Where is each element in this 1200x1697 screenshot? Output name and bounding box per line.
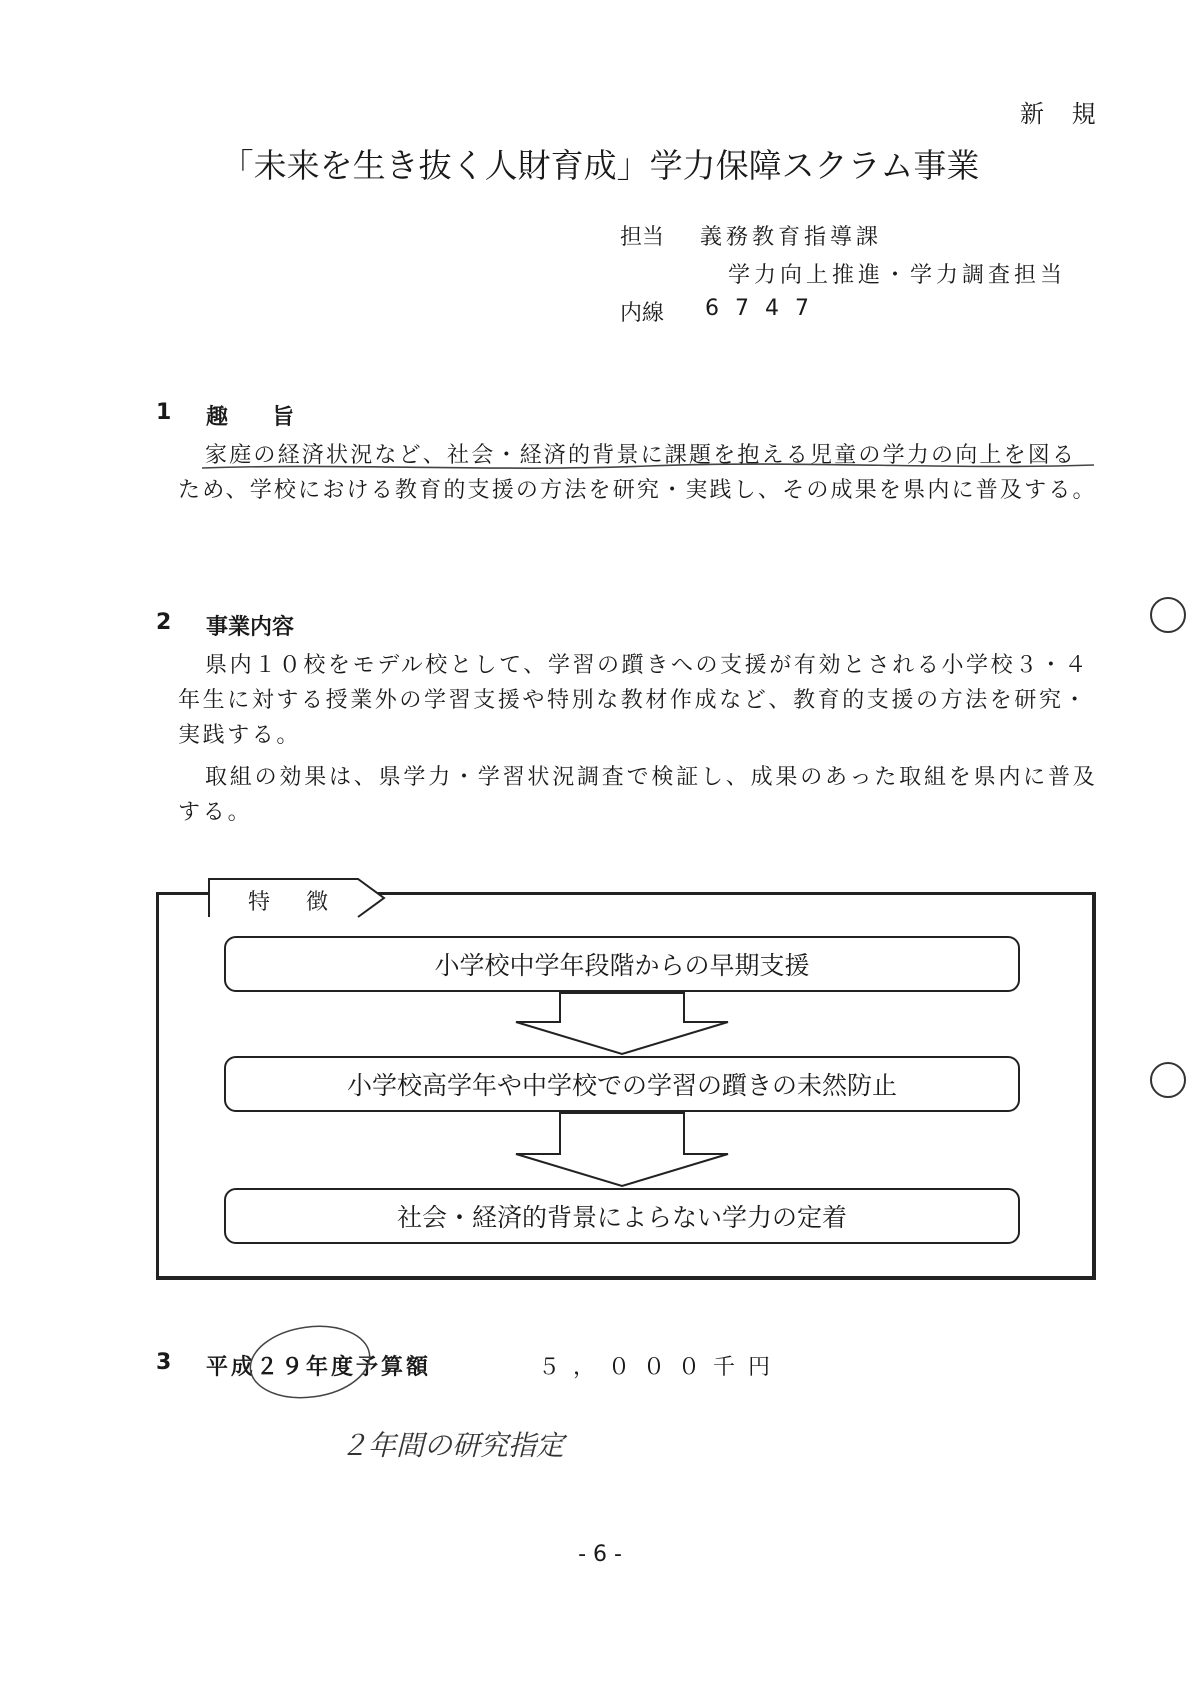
- section-1-number: 1: [156, 400, 172, 425]
- contact-department: 義務教育指導課: [700, 225, 883, 250]
- budget-label: 平成２９年度予算額: [206, 1355, 432, 1380]
- page-number: - 6 -: [578, 1542, 622, 1567]
- feature-step-1: 小学校中学年段階からの早期支援: [224, 936, 1020, 992]
- section-2-heading: 事業内容: [206, 615, 295, 640]
- section-1-paragraph: 家庭の経済状況など、社会・経済的背景に課題を抱える児童の学力の向上を図るため、学校における教育的支援の方法を研究・実践し、その成果を県内に普及する。: [178, 443, 1097, 503]
- punch-hole: [1150, 1062, 1186, 1098]
- down-arrow-icon: [512, 992, 732, 1056]
- section-2-number: 2: [156, 610, 172, 635]
- down-arrow-icon: [512, 1112, 732, 1188]
- contact-charge-label: 担当: [620, 225, 665, 250]
- section-2-paragraph-2: 取組の効果は、県学力・学習状況調査で検証し、成果のあった取組を県内に普及する。: [178, 765, 1098, 825]
- handwritten-underline: [198, 460, 1098, 474]
- contact-extension-label: 内線: [620, 301, 665, 326]
- feature-step-2: 小学校高学年や中学校での学習の躓きの未然防止: [224, 1056, 1020, 1112]
- contact-extension-number: 6747: [705, 296, 825, 321]
- contact-section: 学力向上推進・学力調査担当: [728, 263, 1067, 288]
- handwritten-circle: [246, 1322, 376, 1402]
- features-tab-label: 特徴: [248, 890, 365, 915]
- feature-step-3: 社会・経済的背景によらない学力の定着: [224, 1188, 1020, 1244]
- new-badge: 新 規: [1020, 100, 1106, 128]
- document-title: 「未来を生き抜く人財育成」学力保障スクラム事業: [220, 146, 980, 185]
- punch-hole: [1150, 597, 1186, 633]
- section-3-number: 3: [156, 1350, 172, 1375]
- section-1-heading: 趣 旨: [206, 405, 295, 430]
- section-2-paragraph-1: 県内１０校をモデル校として、学習の躓きへの支援が有効とされる小学校３・４年生に対する授業外の学習支援や特別な教材作成など、教育的支援の方法を研究・実践する。: [178, 653, 1090, 748]
- handwritten-note: ２年間の研究指定: [340, 1429, 565, 1462]
- budget-value: ５，０００千円: [538, 1355, 784, 1380]
